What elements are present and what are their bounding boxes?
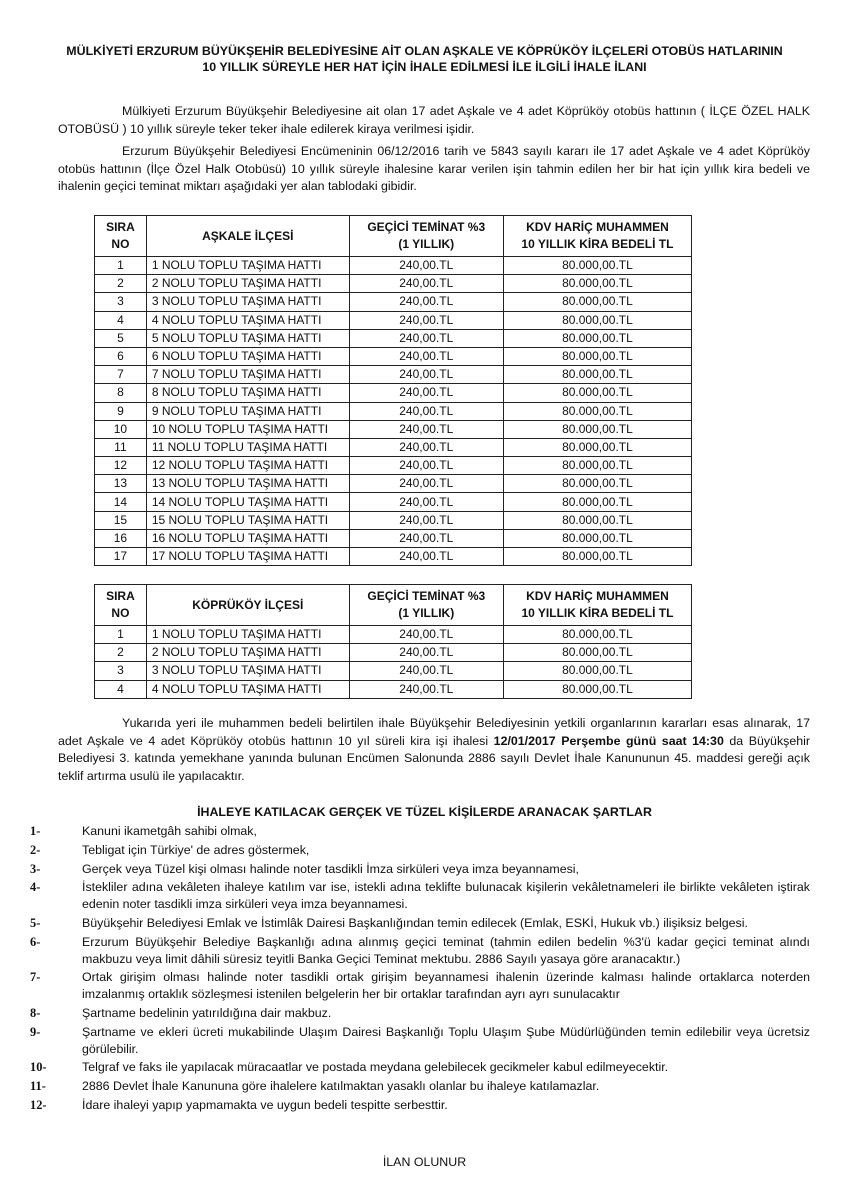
cell-kira: 80.000,00.TL [503,293,691,311]
list-item [30,879,810,913]
table-row [95,402,692,420]
cell-kira: 80.000,00.TL [503,511,691,529]
cell-teminat: 240,00.TL [349,662,503,680]
header-no-line: NO [111,606,130,620]
table-row [95,275,692,293]
cell-kira: 80.000,00.TL [503,311,691,329]
cell-sira-no: 11 [95,438,147,456]
table-row [95,438,692,456]
cell-kira: 80.000,00.TL [503,384,691,402]
cell-kira: 80.000,00.TL [503,493,691,511]
table-row [95,511,692,529]
list-item-number: 1- [30,824,41,838]
header-ilce: AŞKALE İLÇESİ [146,216,349,257]
cell-sira-no: 7 [95,366,147,384]
cell-sira-no: 4 [95,311,147,329]
list-item-number: 11- [30,1079,46,1094]
header-kira-line-2: 10 YILLIK KİRA BEDELİ TL [521,237,674,251]
cell-sira-no: 1 [95,257,147,275]
list-item [30,934,810,968]
list-item [30,861,810,878]
header-sira-line: SIRA [106,220,135,234]
header-teminat-line-1: GEÇİCİ TEMİNAT %3 [367,589,486,603]
cell-kira: 80.000,00.TL [503,662,691,680]
cell-kira: 80.000,00.TL [503,438,691,456]
cell-teminat: 240,00.TL [349,329,503,347]
cell-teminat: 240,00.TL [349,384,503,402]
auction-date: 12/01/2017 Perşembe günü saat 14:30 [493,733,724,748]
list-item [30,823,810,840]
table-header-row [95,216,692,257]
list-item-number: 5- [30,915,41,930]
list-item [30,1097,810,1114]
cell-teminat: 240,00.TL [349,420,503,438]
list-item [30,1078,810,1095]
header-kira-line-1: KDV HARİÇ MUHAMMEN [526,220,669,234]
cell-hat-name: 3 NOLU TOPLU TAŞIMA HATTI [146,293,349,311]
header-teminat [349,216,503,257]
requirements-title: İHALEYE KATILACAK GERÇEK VE TÜZEL KİŞİLERDE ARANACAK ŞARTLAR [197,805,652,819]
header-kira [503,216,691,257]
table-row [95,366,692,384]
table-row [95,680,692,698]
cell-sira-no: 3 [95,662,147,680]
auction-text-after: da Büyükşehir Belediyesi 3. katında yemekhane yanında bulunan Encümen Salonunda 2886 sayılı Devlet İhale Kanununun 45. maddesi gereği açık teklif artırma usulü ile yapılacaktır. [58,733,810,783]
cell-hat-name: 14 NOLU TOPLU TAŞIMA HATTI [146,493,349,511]
table-row [95,529,692,547]
koprukoy-table [94,584,692,699]
header-no-line: NO [111,237,130,251]
cell-hat-name: 2 NOLU TOPLU TAŞIMA HATTI [146,644,349,662]
cell-teminat: 240,00.TL [349,275,503,293]
list-item-number: 6- [30,934,41,949]
list-item [30,1005,810,1022]
cell-kira: 80.000,00.TL [503,347,691,365]
cell-sira-no: 12 [95,457,147,475]
header-ilce: KÖPRÜKÖY İLÇESİ [146,585,349,626]
cell-sira-no: 9 [95,402,147,420]
intro-text-2: Erzurum Büyükşehir Belediyesi Encümeninin 06/12/2016 tarih ve 5843 sayılı kararı ile 17 adet Aşkale ve 4 adet Köprüköy otobüs hattının (İlçe Özel Halk Otobüsü) 10 yıllık süreyle ihalesine karar verilen işin tahmin edilen her bir hat için yıllık kira bedeli ve ihalenin geçici teminat miktarı aşağıdaki yer alan tablodaki gibidir. [58,144,810,193]
cell-kira: 80.000,00.TL [503,275,691,293]
cell-sira-no: 1 [95,626,147,644]
cell-teminat: 240,00.TL [349,511,503,529]
table-row [95,293,692,311]
header-kira [503,585,691,626]
cell-kira: 80.000,00.TL [503,548,691,566]
cell-hat-name: 4 NOLU TOPLU TAŞIMA HATTI [146,311,349,329]
cell-kira: 80.000,00.TL [503,420,691,438]
cell-sira-no: 8 [95,384,147,402]
list-item-text: Şartname bedelinin yatırıldığına dair makbuz. [82,1005,332,1020]
title-line-2: 10 YILLIK SÜREYLE HER HAT İÇİN İHALE EDİLMESİ İLE İLGİLİ İHALE İLANI [202,60,647,74]
list-item-text: Kanuni ikametgâh sahibi olmak, [82,824,257,838]
list-item [30,915,810,932]
cell-hat-name: 17 NOLU TOPLU TAŞIMA HATTI [146,548,349,566]
cell-teminat: 240,00.TL [349,457,503,475]
list-item [30,842,810,859]
cell-hat-name: 9 NOLU TOPLU TAŞIMA HATTI [146,402,349,420]
cell-kira: 80.000,00.TL [503,257,691,275]
cell-teminat: 240,00.TL [349,493,503,511]
cell-sira-no: 10 [95,420,147,438]
cell-hat-name: 1 NOLU TOPLU TAŞIMA HATTI [146,257,349,275]
cell-teminat: 240,00.TL [349,644,503,662]
cell-sira-no: 17 [95,548,147,566]
cell-hat-name: 7 NOLU TOPLU TAŞIMA HATTI [146,366,349,384]
auction-text-before: Yukarıda yeri ile muhammen bedeli belirtilen ihale Büyükşehir Belediyesinin yetkili organlarının kararları esas alınarak, 17 adet Aşkale ve 4 adet Köprüköy otobüs hattının 10 yıl süreli kira işi ihalesi [58,716,810,748]
cell-hat-name: 10 NOLU TOPLU TAŞIMA HATTI [146,420,349,438]
list-item-number: 12- [30,1097,47,1112]
cell-hat-name: 13 NOLU TOPLU TAŞIMA HATTI [146,475,349,493]
cell-sira-no: 2 [95,644,147,662]
list-item-text: Erzurum Büyükşehir Belediye Başkanlığı adına alınmış geçici teminat (tahmin edilen bedelin %3'ü kadar geçici teminat alındı makbuzu veya limit dâhili süresiz teyitli Banka Geçici Teminat mektubu. 2886 Sayılı yasaya göre aranacaktır.) [82,934,810,966]
cell-kira: 80.000,00.TL [503,457,691,475]
header-teminat-line-2: (1 YILLIK) [398,237,455,251]
intro-paragraph-1 [58,103,810,138]
list-item-number: 7- [30,970,41,985]
table-row [95,311,692,329]
cell-hat-name: 15 NOLU TOPLU TAŞIMA HATTI [146,511,349,529]
cell-hat-name: 8 NOLU TOPLU TAŞIMA HATTI [146,384,349,402]
cell-hat-name: 11 NOLU TOPLU TAŞIMA HATTI [146,438,349,456]
cell-kira: 80.000,00.TL [503,475,691,493]
requirements-list [30,823,810,1116]
list-item-text: Büyükşehir Belediyesi Emlak ve İstimlâk Dairesi Başkanlığından temin edilecek (Emlak, ESKİ, Hukuk vb.) ilişiksiz belgesi. [82,915,748,930]
table-row [95,493,692,511]
list-item-number: 10- [30,1060,47,1075]
list-item-text: 2886 Devlet İhale Kanununa göre ihalelere katılmaktan yasaklı olanlar bu ihaleye katılamazlar. [82,1079,600,1094]
askale-table [94,215,692,566]
header-sira-no [95,585,147,626]
auction-paragraph [58,715,810,785]
table-row [95,548,692,566]
cell-teminat: 240,00.TL [349,680,503,698]
list-item-text: İstekliler adına vekâleten ihaleye katılım var ise, istekli adına teklifte bulunacak kişilerin vekâletnameleri ile birlikte vekâleten iştirak edenin noter tasdikli imza sirküleri veya imza beyannamesi. [82,880,810,912]
cell-teminat: 240,00.TL [349,475,503,493]
table-row [95,626,692,644]
cell-hat-name: 1 NOLU TOPLU TAŞIMA HATTI [146,626,349,644]
cell-kira: 80.000,00.TL [503,402,691,420]
intro-text-1: Mülkiyeti Erzurum Büyükşehir Belediyesine ait olan 17 adet Aşkale ve 4 adet Köprüköy otobüs hattının ( İLÇE ÖZEL HALK OTOBÜSÜ ) 10 yıllık süreyle teker teker ihale edilerek kiraya verilmesi işidir. [58,104,810,136]
cell-kira: 80.000,00.TL [503,680,691,698]
list-item-text: İdare ihaleyi yapıp yapmamakta ve uygun bedeli tespitte serbesttir. [82,1097,448,1112]
table-row [95,347,692,365]
table-row [95,329,692,347]
cell-kira: 80.000,00.TL [503,529,691,547]
cell-sira-no: 2 [95,275,147,293]
cell-hat-name: 5 NOLU TOPLU TAŞIMA HATTI [146,329,349,347]
table-row [95,644,692,662]
cell-teminat: 240,00.TL [349,626,503,644]
cell-teminat: 240,00.TL [349,257,503,275]
list-item [30,969,810,1003]
title-line-1: MÜLKİYETİ ERZURUM BÜYÜKŞEHİR BELEDİYESİNE AİT OLAN AŞKALE VE KÖPRÜKÖY İLÇELERİ OTOBÜS HATLARININ [66,44,783,58]
cell-sira-no: 15 [95,511,147,529]
header-kira-line-2: 10 YILLIK KİRA BEDELİ TL [521,606,674,620]
list-item-text: Telgraf ve faks ile yapılacak müracaatlar ve postada meydana gelebilecek gecikmeler kabul edilmeyecektir. [82,1060,669,1075]
header-teminat-line-2: (1 YILLIK) [398,606,455,620]
list-item [30,1024,810,1058]
cell-teminat: 240,00.TL [349,293,503,311]
list-item-number: 9- [30,1024,41,1039]
cell-teminat: 240,00.TL [349,366,503,384]
cell-sira-no: 3 [95,293,147,311]
list-item [30,1059,810,1076]
cell-sira-no: 16 [95,529,147,547]
cell-hat-name: 3 NOLU TOPLU TAŞIMA HATTI [146,662,349,680]
cell-kira: 80.000,00.TL [503,644,691,662]
table-row [95,662,692,680]
table-row [95,420,692,438]
header-teminat [349,585,503,626]
cell-hat-name: 2 NOLU TOPLU TAŞIMA HATTI [146,275,349,293]
list-item-number: 2- [30,842,41,857]
list-item-text: Ortak girişim olması halinde noter tasdikli ortak girişim beyannamesi ihalenin üzerinde kalması halinde ortaklarca noterden imzalanmış ortaklık sözleşmesi istenilen belgelerin her bir ortaklar tarafından ayrı ayrı sunulacaktır [82,970,810,1002]
cell-teminat: 240,00.TL [349,438,503,456]
footer-text: İLAN OLUNUR [382,1155,467,1169]
cell-sira-no: 13 [95,475,147,493]
list-item-number: 8- [30,1005,41,1020]
list-item-text: Şartname ve ekleri ücreti mukabilinde Ulaşım Dairesi Başkanlığı Toplu Ulaşım Şube Müdürlüğünden temin edilebilir veya ücretsiz görülebilir. [82,1024,810,1056]
cell-kira: 80.000,00.TL [503,366,691,384]
cell-teminat: 240,00.TL [349,529,503,547]
document-title [40,43,809,75]
table-row [95,475,692,493]
table-row [95,457,692,475]
cell-hat-name: 6 NOLU TOPLU TAŞIMA HATTI [146,347,349,365]
header-sira-line: SIRA [106,589,135,603]
header-kira-line-1: KDV HARİÇ MUHAMMEN [526,589,669,603]
cell-sira-no: 5 [95,329,147,347]
table-header-row [95,585,692,626]
cell-sira-no: 6 [95,347,147,365]
cell-teminat: 240,00.TL [349,347,503,365]
cell-hat-name: 12 NOLU TOPLU TAŞIMA HATTI [146,457,349,475]
cell-teminat: 240,00.TL [349,311,503,329]
table-row [95,257,692,275]
list-item-text: Tebligat için Türkiye' de adres göstermek, [82,842,310,857]
table-row [95,384,692,402]
cell-teminat: 240,00.TL [349,548,503,566]
cell-kira: 80.000,00.TL [503,329,691,347]
header-teminat-line-1: GEÇİCİ TEMİNAT %3 [367,220,486,234]
cell-teminat: 240,00.TL [349,402,503,420]
cell-kira: 80.000,00.TL [503,626,691,644]
cell-sira-no: 4 [95,680,147,698]
list-item-text: Gerçek veya Tüzel kişi olması halinde noter tasdikli İmza sirküleri veya imza beyannamesi, [82,861,579,876]
list-item-number: 3- [30,861,41,876]
intro-paragraph-2 [58,143,810,196]
header-sira-no [95,216,147,257]
cell-sira-no: 14 [95,493,147,511]
cell-hat-name: 4 NOLU TOPLU TAŞIMA HATTI [146,680,349,698]
cell-hat-name: 16 NOLU TOPLU TAŞIMA HATTI [146,529,349,547]
list-item-number: 4- [30,880,41,895]
